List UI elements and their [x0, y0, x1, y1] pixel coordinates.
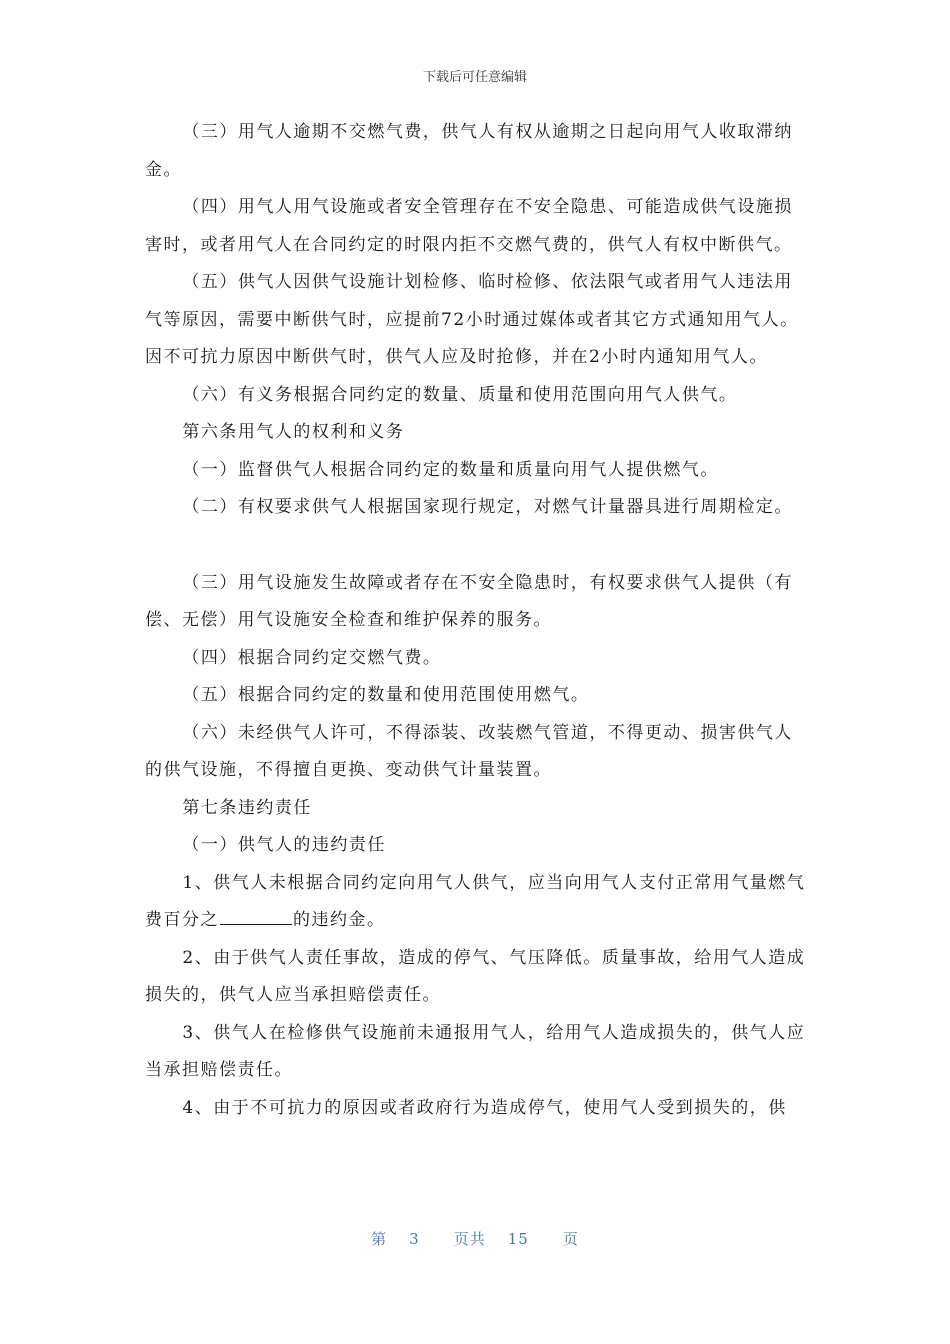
- paragraph: （六）有义务根据合同约定的数量、质量和使用范围向用气人供气。: [182, 384, 738, 405]
- blank-line: [145, 527, 810, 565]
- paragraph: （一）监督供气人根据合同约定的数量和质量向用气人提供燃气。: [182, 459, 719, 480]
- document-body: [145, 114, 810, 1127]
- section-heading: 第七条违约责任: [182, 797, 312, 818]
- page-header: 下载后可任意编辑: [422, 70, 527, 85]
- paragraph: （二）有权要求供气人根据国家现行规定，对燃气计量器具进行周期检定。: [182, 497, 793, 517]
- paragraph-text: 的违约金。: [293, 910, 386, 930]
- page-footer: [0, 1228, 950, 1249]
- paragraph: 3、供气人在检修供气设施前未通报用气人，给用气人造成损失的，供气人应当承担赔偿责任。: [145, 1022, 806, 1080]
- footer-middle: 页共: [453, 1230, 486, 1248]
- footer-prefix: 第: [371, 1230, 388, 1248]
- total-pages: 15: [507, 1230, 529, 1248]
- paragraph: 4、由于不可抗力的原因或者政府行为造成停气，使用气人受到损失的，供: [182, 1097, 787, 1118]
- paragraph: （四）根据合同约定交燃气费。: [182, 647, 442, 668]
- paragraph: （三）用气设施发生故障或者存在不安全隐患时，有权要求供气人提供（有偿、无偿）用气设施安全检查和维护保养的服务。: [145, 572, 793, 630]
- paragraph: （五）根据合同约定的数量和使用范围使用燃气。: [182, 685, 590, 705]
- paragraph: （六）未经供气人许可，不得添装、改装燃气管道，不得更动、损害供气人的供气设施，不得擅自更换、变动供气计量装置。: [145, 722, 793, 780]
- paragraph: 2、由于供气人责任事故，造成的停气、气压降低。质量事故，给用气人造成损失的，供气人应当承担赔偿责任。: [145, 947, 806, 1005]
- current-page-number: 3: [409, 1230, 420, 1248]
- fill-in-blank: [220, 906, 292, 925]
- footer-suffix: 页: [562, 1230, 579, 1248]
- paragraph: （四）用气人用气设施或者安全管理存在不安全隐患、可能造成供气设施损害时，或者用气人在合同约定的时限内拒不交燃气费的，供气人有权中断供气。: [145, 197, 793, 255]
- paragraph: [145, 865, 810, 940]
- paragraph: （五）供气人因供气设施计划检修、临时检修、依法限气或者用气人违法用气等原因，需要中断供气时，应提前72小时通过媒体或者其它方式通知用气人。因不可抗力原因中断供气时，供气人应及时抢修，并在2小时内通知用气人。: [145, 272, 799, 367]
- paragraph-text: 1、供气人未根据合同约定向用气人供气，应当向用气人支付正常用气量燃气费百分之: [145, 872, 806, 930]
- paragraph: （三）用气人逾期不交燃气费，供气人有权从逾期之日起向用气人收取滞纳金。: [145, 122, 793, 180]
- subsection-heading: （一）供气人的违约责任: [182, 835, 386, 855]
- section-heading: 第六条用气人的权利和义务: [182, 422, 405, 442]
